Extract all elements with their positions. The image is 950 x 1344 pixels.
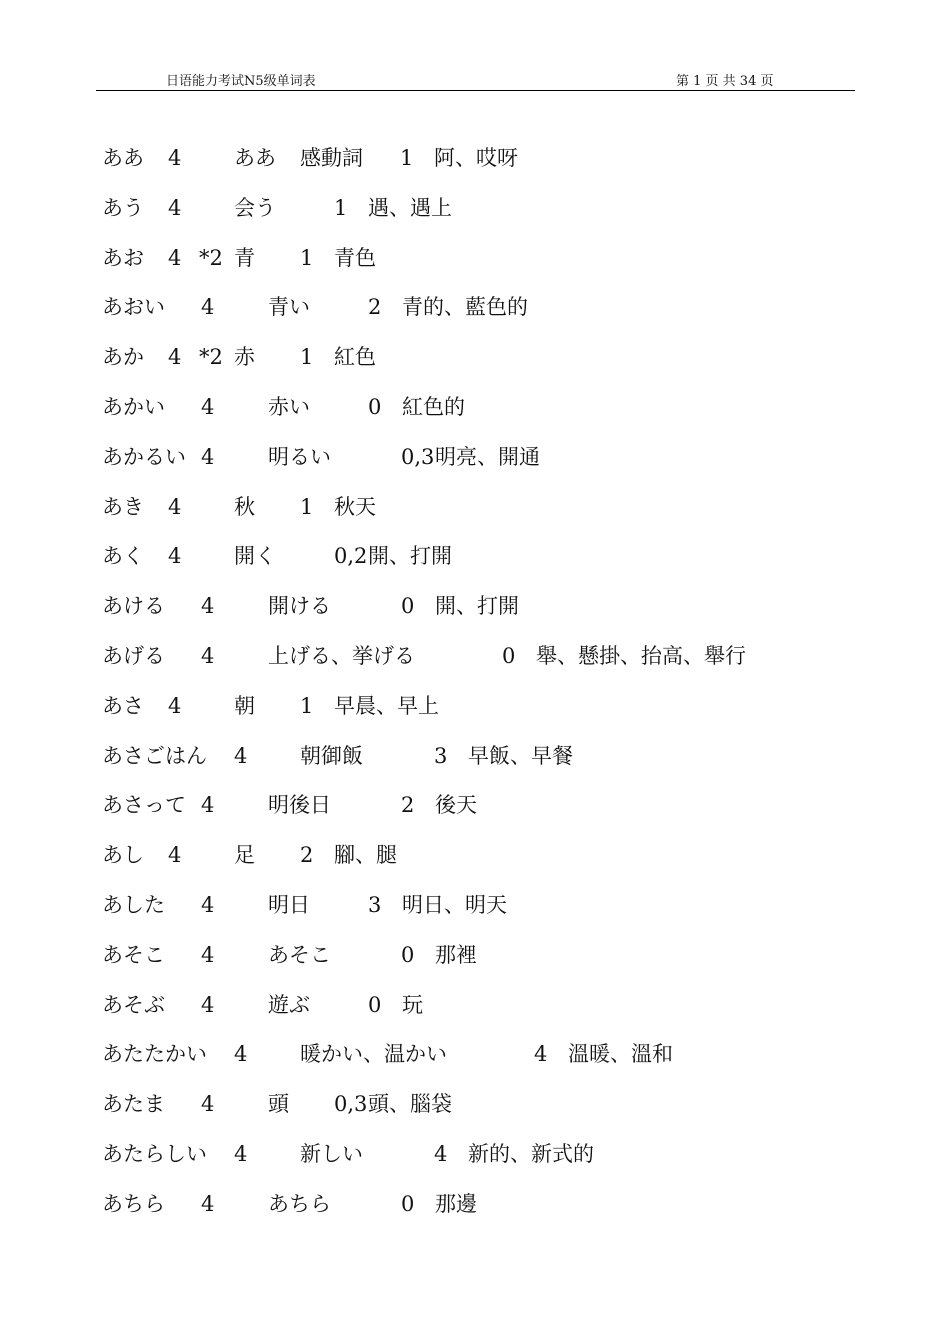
entry-meaning: 青色 (334, 245, 376, 270)
entry-reading: あたたかい (102, 1042, 207, 1067)
entry-word: 明後日 (268, 793, 331, 818)
entry-reading: あそこ (102, 942, 165, 967)
vocab-entry (102, 839, 862, 889)
entry-accent: 0,3 (334, 1092, 368, 1117)
entry-meaning: 腳、腿 (334, 843, 397, 868)
entry-reading: あそぶ (102, 992, 165, 1017)
entry-word: 会う (234, 195, 276, 220)
entry-meaning: 紅色的 (402, 394, 465, 419)
vocab-entry (102, 1088, 862, 1138)
entry-accent: 1 (300, 494, 314, 519)
entry-reading: あたま (102, 1092, 165, 1117)
entry-accent: 1 (400, 146, 414, 170)
page-header (96, 70, 855, 91)
entry-accent: 0,2 (334, 544, 368, 569)
entry-accent: 3 (434, 743, 448, 768)
entry-level: 4 (201, 1092, 215, 1117)
entry-meaning: 早飯、早餐 (468, 743, 573, 768)
entry-accent: 1 (300, 693, 314, 718)
entry-reading: あおい (102, 295, 165, 320)
entry-accent: 2 (300, 843, 314, 868)
entry-meaning: 頭、腦袋 (368, 1092, 452, 1117)
entry-word: 遊ぶ (268, 992, 310, 1017)
entry-level: 4 (201, 992, 215, 1017)
entry-reading: あかい (102, 394, 165, 419)
entry-meaning: 早晨、早上 (334, 693, 439, 718)
entry-level: 4 (201, 594, 215, 619)
entry-accent: 1 (300, 345, 314, 370)
entry-reading: あき (102, 494, 144, 519)
vocab-entry (102, 441, 862, 491)
entry-level: 4 (234, 1141, 248, 1166)
entry-word: 開ける (268, 594, 331, 619)
vocab-entry (102, 491, 862, 541)
entry-reading: あし (102, 843, 144, 868)
entry-level: 4 (201, 942, 215, 967)
entry-meaning: 阿、哎呀 (434, 146, 518, 170)
entry-level: 4 (168, 544, 182, 569)
vocabulary-list (102, 142, 862, 1238)
entry-level: 4 (234, 1042, 248, 1067)
vocab-entry (102, 939, 862, 989)
entry-accent: 1 (334, 195, 348, 220)
entry-accent: 2 (368, 295, 382, 320)
entry-meaning: 後天 (435, 793, 477, 818)
entry-level: 4 (168, 345, 182, 370)
entry-word: 頭 (268, 1092, 289, 1117)
page-number: 第 1 页 共 34 页 (676, 74, 774, 89)
entry-reading: あちら (102, 1191, 165, 1216)
entry-accent: 0 (502, 643, 516, 668)
vocab-entry (102, 142, 862, 192)
entry-meaning: 明亮、開通 (435, 444, 540, 469)
entry-word: 足 (234, 843, 255, 868)
entry-accent: 2 (401, 793, 415, 818)
entry-level: 4 (201, 892, 215, 917)
entry-word: 赤い (268, 394, 310, 419)
entry-level: 4 (168, 494, 182, 519)
entry-reading: あける (102, 594, 165, 619)
entry-reading: あげる (102, 643, 165, 668)
entry-level: 4 (234, 743, 248, 768)
entry-accent: 0 (401, 1191, 415, 1216)
entry-meaning: 遇、遇上 (368, 195, 452, 220)
entry-meaning: 開、打開 (368, 544, 452, 569)
entry-accent: 0 (368, 992, 382, 1017)
vocab-entry (102, 640, 862, 690)
vocab-entry (102, 889, 862, 939)
entry-word: 青 (234, 245, 255, 270)
vocab-entry (102, 1138, 862, 1188)
entry-word: 上げる、挙げる (268, 643, 415, 668)
vocab-entry (102, 192, 862, 242)
vocab-entry (102, 341, 862, 391)
vocab-entry (102, 789, 862, 839)
entry-accent: 1 (300, 245, 314, 270)
vocab-entry (102, 590, 862, 640)
entry-word: 明日 (268, 892, 310, 917)
vocab-entry (102, 1188, 862, 1238)
entry-word: 明るい (268, 444, 331, 469)
entry-level: 4 (168, 843, 182, 868)
entry-accent: 0 (368, 394, 382, 419)
entry-part-of-speech: 感動詞 (300, 146, 363, 170)
entry-reading: あした (102, 892, 165, 917)
vocab-entry (102, 690, 862, 740)
entry-meaning: 秋天 (334, 494, 376, 519)
entry-level: 4 (168, 245, 182, 270)
vocab-entry (102, 242, 862, 292)
entry-accent: 0 (401, 594, 415, 619)
entry-word: あちら (268, 1191, 331, 1216)
entry-level: 4 (201, 793, 215, 818)
entry-word: 暖かい、温かい (300, 1042, 447, 1067)
entry-word: 朝御飯 (300, 743, 363, 768)
entry-meaning: 青的、藍色的 (402, 295, 528, 320)
entry-word: あそこ (268, 942, 331, 967)
entry-level: 4 (168, 693, 182, 718)
entry-level: 4 (201, 295, 215, 320)
entry-accent: 3 (368, 892, 382, 917)
entry-meaning: 溫暖、溫和 (568, 1042, 673, 1067)
vocab-entry (102, 291, 862, 341)
entry-level: 4 (201, 444, 215, 469)
entry-word: 新しい (300, 1141, 363, 1166)
entry-word: 赤 (234, 345, 255, 370)
entry-word: ああ (234, 146, 276, 170)
entry-meaning: 那邊 (435, 1191, 477, 1216)
vocab-entry (102, 989, 862, 1039)
entry-meaning: 那裡 (435, 942, 477, 967)
entry-word: 朝 (234, 693, 255, 718)
vocab-entry (102, 740, 862, 790)
entry-mark: *2 (199, 345, 223, 370)
entry-accent: 0,3 (401, 444, 435, 469)
entry-meaning: 玩 (402, 992, 423, 1017)
entry-reading: あさって (102, 793, 186, 818)
entry-meaning: 舉、懸掛、抬高、舉行 (536, 643, 746, 668)
entry-reading: あか (102, 345, 144, 370)
entry-word: 青い (268, 295, 310, 320)
entry-reading: あく (102, 544, 144, 569)
entry-accent: 4 (534, 1042, 548, 1067)
entry-reading: あお (102, 245, 144, 270)
entry-meaning: 明日、明天 (402, 892, 507, 917)
entry-meaning: 新的、新式的 (468, 1141, 594, 1166)
entry-reading: あさごはん (102, 743, 207, 768)
entry-accent: 0 (401, 942, 415, 967)
entry-reading: ああ (102, 146, 144, 170)
entry-level: 4 (168, 146, 182, 170)
entry-level: 4 (201, 394, 215, 419)
entry-reading: あさ (102, 693, 144, 718)
entry-reading: あたらしい (102, 1141, 207, 1166)
vocab-entry (102, 540, 862, 590)
entry-level: 4 (168, 195, 182, 220)
entry-mark: *2 (199, 245, 223, 270)
entry-word: 開く (234, 544, 276, 569)
entry-level: 4 (201, 643, 215, 668)
entry-word: 秋 (234, 494, 255, 519)
entry-accent: 4 (434, 1141, 448, 1166)
vocab-entry (102, 1038, 862, 1088)
entry-meaning: 開、打開 (435, 594, 519, 619)
vocab-entry (102, 391, 862, 441)
entry-meaning: 紅色 (334, 345, 376, 370)
entry-reading: あう (102, 195, 144, 220)
entry-reading: あかるい (102, 444, 186, 469)
document-title: 日语能力考试N5级单词表 (166, 74, 316, 89)
entry-level: 4 (201, 1191, 215, 1216)
